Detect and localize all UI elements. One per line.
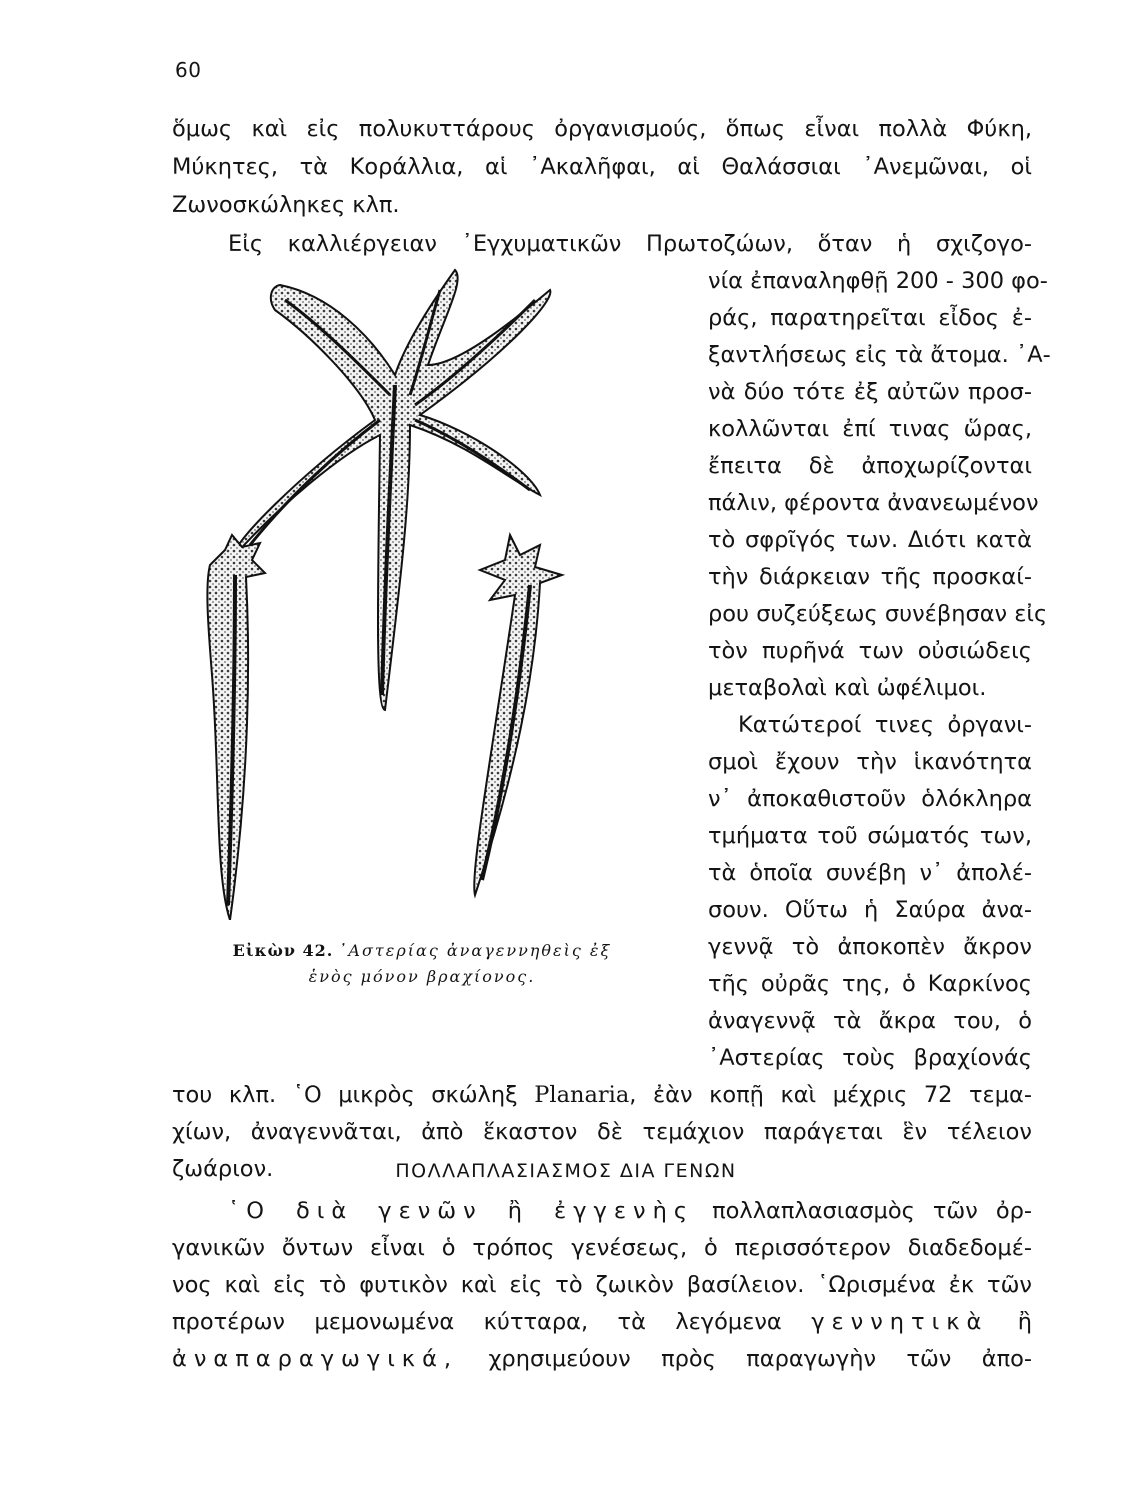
text-fragment: χρησιμεύουν πρὸς παραγωγὴν τῶν ἀπο- xyxy=(488,1346,1032,1372)
figure-caption xyxy=(202,938,642,990)
text-fragment: προτέρων μεμονωμένα κύτταρα, τὰ λεγόμενα xyxy=(172,1309,782,1335)
text-line: νὰ δύο τότε ἐξ αὐτῶν προσ- xyxy=(708,379,1032,405)
text-line: τῆς οὐρᾶς της, ὁ Καρκίνος xyxy=(708,971,1032,997)
text-fragment: πολλαπλασιασμὸς τῶν ὀρ- xyxy=(712,1198,1032,1224)
text-line xyxy=(172,1084,1032,1107)
text-line: ἔπειτα δὲ ἀποχωρίζονται xyxy=(708,453,1032,479)
text-line: νος καὶ εἰς τὸ φυτικὸν καὶ εἰς τὸ ζωικὸν βασίλειον. ῾Ωρισμένα ἐκ τῶν xyxy=(172,1272,1032,1298)
text-line: γανικῶν ὄντων εἶναι ὁ τρόπος γενέσεως, ὁ περισσότερον διαδεδομέ- xyxy=(172,1235,1032,1261)
text-line: κολλῶνται ἐπί τινας ὥρας, xyxy=(708,416,1032,442)
text-line: χίων, ἀναγεννᾶται, ἀπὸ ἕκαστον δὲ τεμάχιον παράγεται ἓν τέλειον xyxy=(172,1119,1032,1145)
spaced-term: γεννητικὰ xyxy=(811,1309,989,1335)
text-line: Εἰς καλλιέργειαν ᾿Εγχυματικῶν Πρωτοζώων, ὅταν ἡ σχιζογο- xyxy=(228,231,1032,257)
text-line xyxy=(172,1311,1032,1334)
text-line: νία ἐπαναληφθῇ 200 - 300 φο- xyxy=(708,268,1048,294)
section-heading: ΠΟΛΛΑΠΛΑΣΙΑΣΜΟΣ ΔΙΑ ΓΕΝΩΝ xyxy=(395,1160,737,1182)
text-fragment: , ἐὰν κοπῇ καὶ μέχρις 72 τεμα- xyxy=(629,1082,1032,1108)
text-line: ᾿Αστερίας τοὺς βραχίονάς xyxy=(708,1045,1032,1071)
text-line: ζωάριον. xyxy=(172,1156,274,1182)
text-line xyxy=(228,1200,1032,1223)
text-fragment: του κλπ. ῾Ο μικρὸς σκώληξ xyxy=(172,1082,535,1108)
figure-label: Εἰκὼν 42. xyxy=(232,941,334,960)
text-line: ράς, παρατηρεῖται εἶδος ἐ- xyxy=(708,305,1032,331)
large-starfish xyxy=(235,270,551,710)
caption-text: ᾿Αστερίας ἀναγεννηθεὶς ἐξ xyxy=(338,941,612,960)
spaced-term: ῾Ο διὰ γενῶν ἢ ἐγγενὴς xyxy=(228,1198,695,1224)
text-line: τὸν πυρῆνά των οὐσιώδεις xyxy=(708,638,1032,664)
text-fragment: ἢ xyxy=(1017,1309,1033,1335)
text-line: τὴν διάρκειαν τῆς προσκαί- xyxy=(708,564,1032,590)
latin-term: Planaria xyxy=(534,1082,630,1108)
text-line: ρου συζεύξεως συνέβησαν εἰς xyxy=(708,601,1048,627)
caption-line-2: ἑνὸς μόνον βραχίονος. xyxy=(308,967,536,986)
text-line xyxy=(172,1348,1032,1371)
text-line: Μύκητες, τὰ Κοράλλια, αἱ ᾿Ακαλῆφαι, αἱ Θαλάσσιαι ᾿Ανεμῶναι, οἱ xyxy=(172,154,1032,180)
text-line: ξαντλήσεως εἰς τὰ ἄτομα. ᾿Α- xyxy=(708,342,1051,368)
spaced-term: ἀναπαραγωγικά, xyxy=(172,1346,459,1372)
text-line: σμοὶ ἔχουν τὴν ἱκανότητα xyxy=(708,749,1032,775)
text-line: Κατώτεροί τινες ὀργανι- xyxy=(738,712,1032,738)
text-line: ὅμως καὶ εἰς πολυκυττάρους ὀργανισμούς, ὅπως εἶναι πολλὰ Φύκη, xyxy=(172,116,1032,142)
starfish-illustration xyxy=(190,255,640,920)
text-line: τμήματα τοῦ σώματός των, xyxy=(708,823,1032,849)
text-line: γεννᾷ τὸ ἀποκοπὲν ἄκρον xyxy=(708,934,1032,960)
caption-line-1 xyxy=(202,938,642,964)
text-line: πάλιν, φέροντα ἀνανεωμένον xyxy=(708,490,1039,516)
right-regenerating-arm xyxy=(474,535,562,895)
text-line: τὰ ὁποῖα συνέβη ν᾿ ἀπολέ- xyxy=(708,860,1032,886)
text-line: μεταβολαὶ καὶ ὠφέλιμοι. xyxy=(708,675,987,701)
text-line: Ζωνοσκώληκες κλπ. xyxy=(172,192,400,218)
text-line: ν᾿ ἀποκαθιστοῦν ὁλόκληρα xyxy=(708,786,1032,812)
left-regenerating-arm xyxy=(207,535,265,920)
text-line: τὸ σφρῖγός των. Διότι κατὰ xyxy=(708,527,1032,553)
text-line: ἀναγεννᾷ τὰ ἄκρα του, ὁ xyxy=(708,1008,1032,1034)
text-line: σουν. Οὕτω ἡ Σαύρα ἀνα- xyxy=(708,897,1032,923)
page-number: 60 xyxy=(175,58,202,82)
